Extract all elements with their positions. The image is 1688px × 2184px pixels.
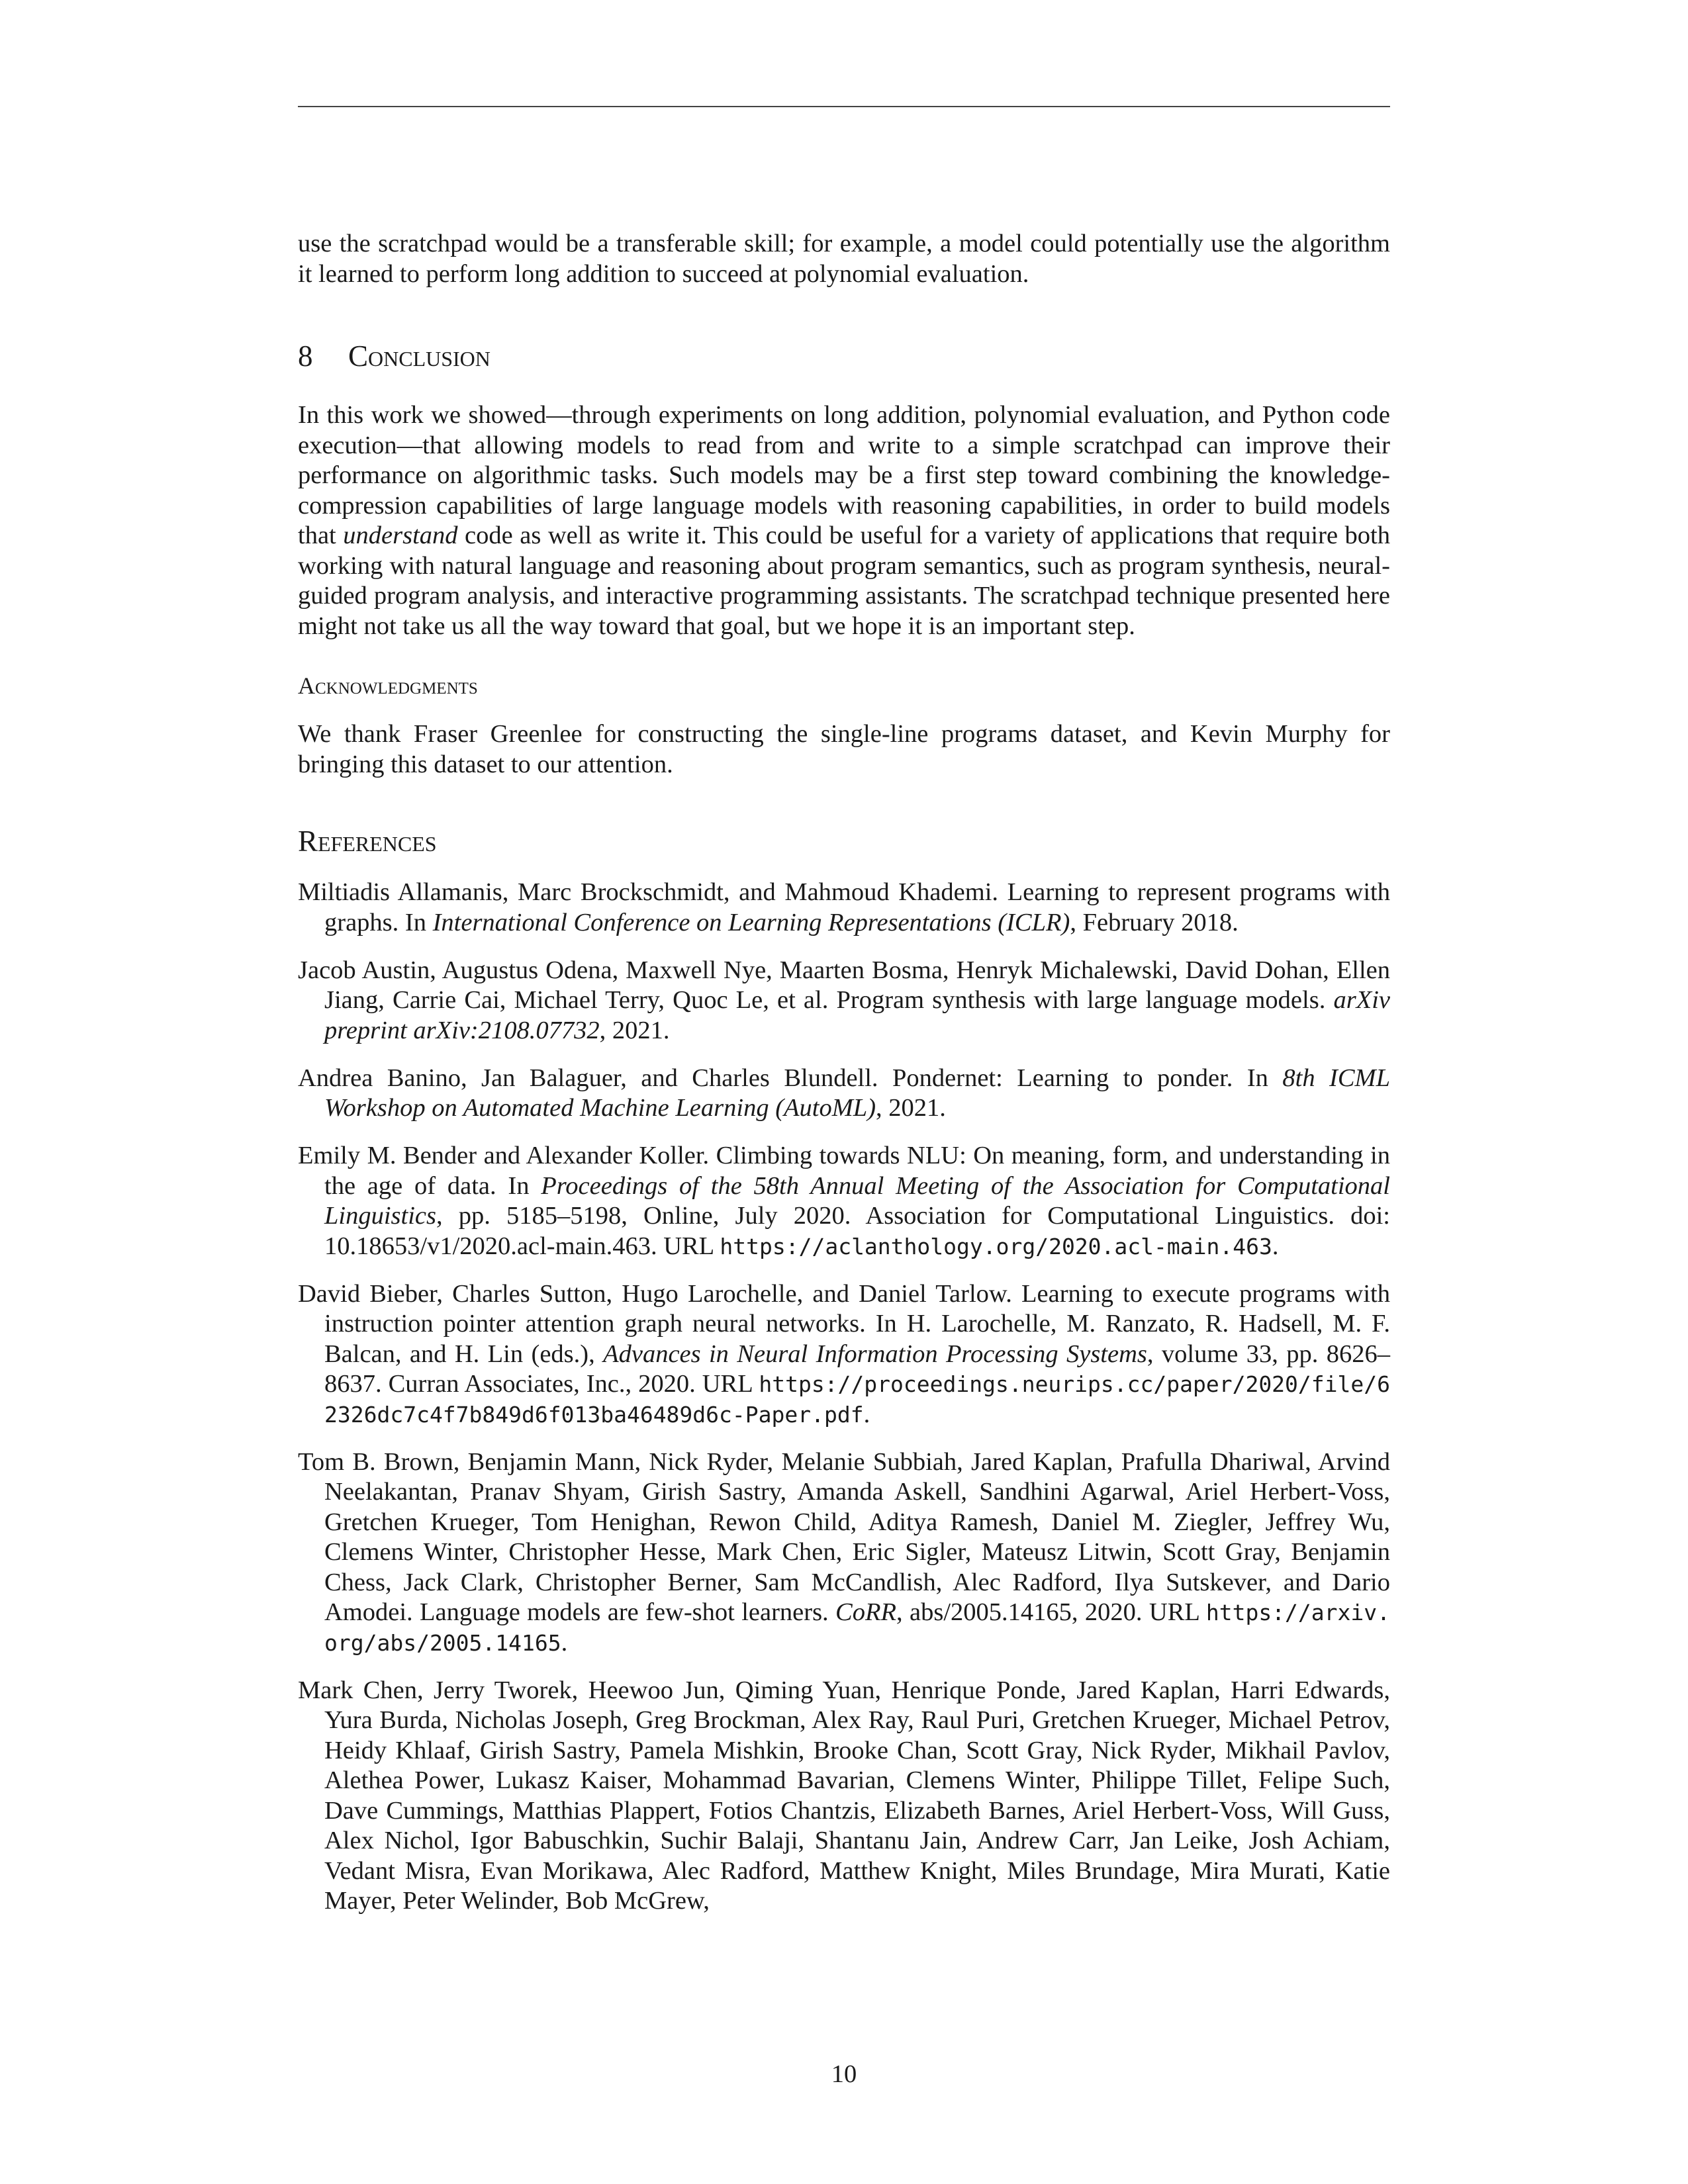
acknowledgments-heading: Acknowledgments <box>298 672 478 699</box>
reference-entry <box>298 956 1390 1046</box>
reference-details: , 2021. <box>876 1094 946 1122</box>
section-heading <box>298 338 1390 374</box>
reference-text: Emily M. Bender and Alexander Koller. Climbing towards NLU: On meaning, form, and understanding in the age of data. In <box>298 1142 1390 1200</box>
reference-details: , February 2018. <box>1070 908 1239 936</box>
page-number: 10 <box>831 2060 857 2088</box>
reference-end: . <box>863 1400 870 1428</box>
reference-end: . <box>561 1628 568 1657</box>
reference-entry <box>298 1064 1390 1124</box>
reference-venue: 8th ICML Workshop on Automated Machine Learning (AutoML) <box>324 1064 1390 1122</box>
section-number: 8 <box>298 340 313 373</box>
conclusion-text-start: In this work we showed—through experiments on long addition, polynomial evaluation, and Python code execution—that allowing models to read from and write to a simple scratchpad can improve their performance on algorithmic tasks. Such models may be a first step toward combining the knowledge-compression capabilities of large language models with reasoning capabilities, in order to build models that <box>298 401 1390 549</box>
reference-venue: Advances in Neural Information Processing Systems <box>603 1340 1147 1368</box>
reference-entry <box>298 1279 1390 1430</box>
reference-entry <box>298 878 1390 938</box>
reference-text: Jacob Austin, Augustus Odena, Maxwell Nye, Maarten Bosma, Henryk Michalewski, David Dohan, Ellen Jiang, Carrie Cai, Michael Terry, Quoc Le, et al. Program synthesis with large language models. <box>298 956 1390 1014</box>
section-title: Conclusion <box>348 340 491 373</box>
conclusion-emphasis: understand <box>343 522 458 549</box>
reference-text: Miltiadis Allamanis, Marc Brockschmidt, and Mahmoud Khademi. Learning to represent programs with graphs. In <box>298 878 1390 936</box>
reference-end: . <box>1272 1232 1279 1260</box>
reference-details: , pp. 5185–5198, Online, July 2020. Association for Computational Linguistics. doi: 10.18653/v1/2020.acl-main.463. URL <box>324 1202 1390 1260</box>
reference-details: , 2021. <box>599 1016 670 1044</box>
reference-text: Andrea Banino, Jan Balaguer, and Charles Blundell. Pondernet: Learning to ponder. In <box>298 1064 1283 1092</box>
reference-url-link[interactable]: https://aclanthology.org/2020.acl-main.463 <box>720 1233 1272 1259</box>
page-body <box>298 229 1390 1934</box>
reference-details: , volume 33, pp. 8626–8637. Curran Associates, Inc., 2020. URL <box>324 1340 1391 1398</box>
acknowledgments-paragraph: We thank Fraser Greenlee for constructing the single-line programs dataset, and Kevin Murphy for bringing this dataset to our attention. <box>298 720 1390 778</box>
conclusion-text-end: code as well as write it. This could be useful for a variety of applications that require both working with natural language and reasoning about program semantics, such as program synthesis, neural-guided program analysis, and interactive programming assistants. The scratchpad technique presented here might not take us all the way toward that goal, but we hope it is an important step. <box>298 522 1391 640</box>
reference-venue: International Conference on Learning Representations (ICLR) <box>432 908 1070 936</box>
reference-details: , abs/2005.14165, 2020. URL <box>896 1598 1206 1626</box>
reference-url-link[interactable]: https://proceedings.neurips.cc/paper/2020/file/62326dc7c4f7b849d6f013ba46489d6c-Paper.pdf <box>324 1371 1390 1428</box>
reference-text: Mark Chen, Jerry Tworek, Heewoo Jun, Qiming Yuan, Henrique Ponde, Jared Kaplan, Harri Edwards, Yura Burda, Nicholas Joseph, Greg Brockman, Alex Ray, Raul Puri, Gretchen Krueger, Michael Petrov, Heidy Khlaaf, Girish Sastry, Pamela Mishkin, Brooke Chan, Scott Gray, Nick Ryder, Mikhail Pavlov, Alethea Power, Lukasz Kaiser, Mohammad Bavarian, Clemens Winter, Philippe Tillet, Felipe Such, Dave Cummings, Matthias Plappert, Fotios Chantzis, Elizabeth Barnes, Ariel Herbert-Voss, Will Guss, Alex Nichol, Igor Babuschkin, Suchir Balaji, Shantanu Jain, Andrew Carr, Jan Leike, Josh Achiam, Vedant Misra, Evan Morikawa, Alec Radford, Matthew Knight, Miles Brundage, Mira Murati, Katie Mayer, Peter Welinder, Bob McGrew, <box>298 1676 1390 1915</box>
reference-entry <box>298 1447 1390 1659</box>
reference-text: Tom B. Brown, Benjamin Mann, Nick Ryder, Melanie Subbiah, Jared Kaplan, Prafulla Dhariwal, Arvind Neelakantan, Pranav Shyam, Girish Sastry, Amanda Askell, Sandhini Agarwal, Ariel Herbert-Voss, Gretchen Krueger, Tom Henighan, Rewon Child, Aditya Ramesh, Daniel M. Ziegler, Jeffrey Wu, Clemens Winter, Christopher Hesse, Mark Chen, Eric Sigler, Mateusz Litwin, Scott Gray, Benjamin Chess, Jack Clark, Christopher Berner, Sam McCandlish, Alec Radford, Ilya Sutskever, and Dario Amodei. Language models are few-shot learners. <box>298 1447 1390 1626</box>
reference-venue: Proceedings of the 58th Annual Meeting of the Association for Computational Linguistics <box>324 1171 1390 1230</box>
reference-entry <box>298 1676 1390 1917</box>
reference-url-link[interactable]: https://arxiv.org/abs/2005.14165 <box>324 1600 1390 1656</box>
header-rule <box>298 106 1390 107</box>
reference-entry <box>298 1141 1390 1261</box>
carryover-paragraph: use the scratchpad would be a transferable skill; for example, a model could potentially use the algorithm it learned to perform long addition to succeed at polynomial evaluation. <box>298 230 1390 288</box>
reference-venue: CoRR <box>835 1598 897 1626</box>
conclusion-paragraph <box>298 400 1390 641</box>
reference-text: David Bieber, Charles Sutton, Hugo Larochelle, and Daniel Tarlow. Learning to execute programs with instruction pointer attention graph neural networks. In H. Larochelle, M. Ranzato, R. Hadsell, M. F. Balcan, and H. Lin (eds.), <box>298 1279 1390 1368</box>
references-heading: References <box>298 825 437 858</box>
reference-list <box>298 878 1390 1917</box>
reference-venue: arXiv preprint arXiv:2108.07732 <box>324 986 1390 1044</box>
